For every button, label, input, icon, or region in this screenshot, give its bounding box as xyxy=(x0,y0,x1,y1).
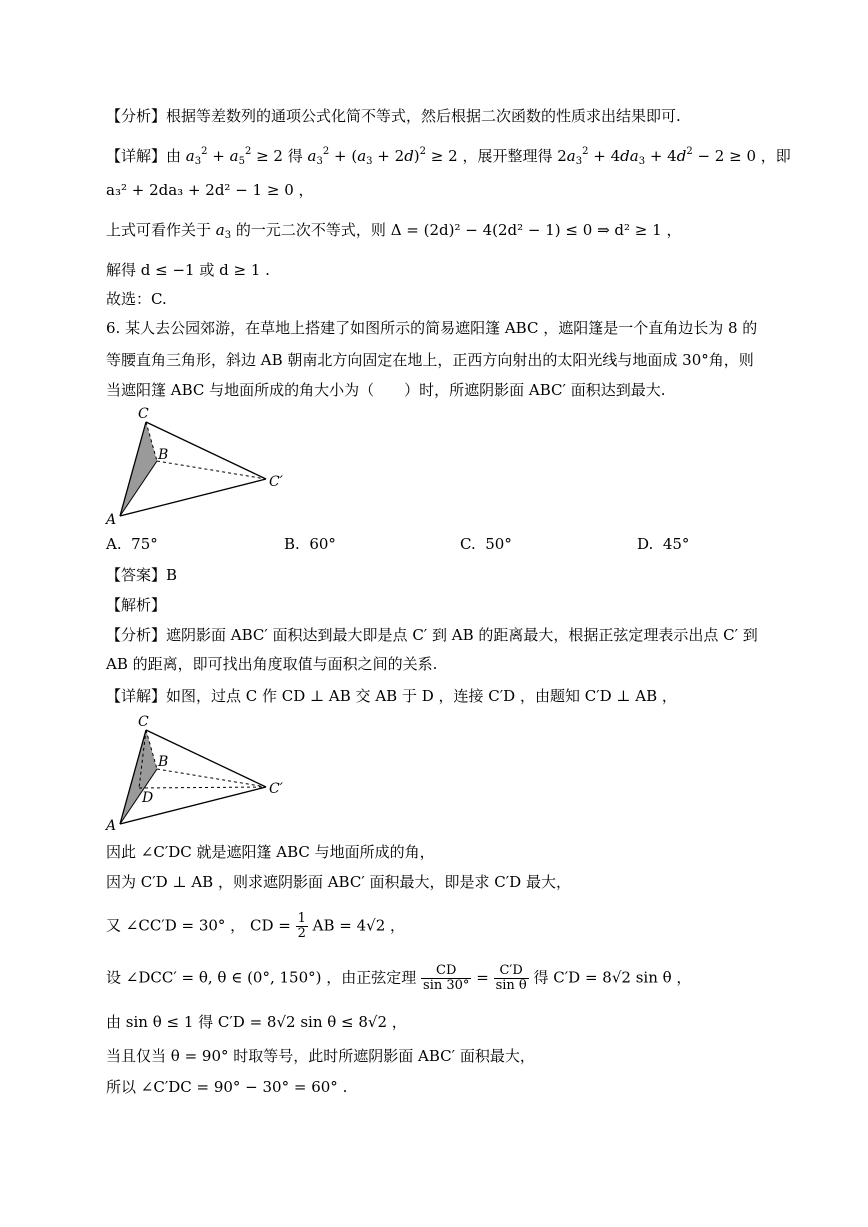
step-2: 因为 C′D ⊥ AB ，则求遮阴影面 ABC′ 面积最大，即是求 C′D 最大， xyxy=(106,873,571,891)
option-d: D. 45° xyxy=(637,535,690,553)
label-C-prime: C′ xyxy=(269,474,283,490)
fraction-half: $\frac{1}{2}$ xyxy=(297,911,306,941)
question-6-line-3: 当遮阳篷 ABC 与地面所成的角大小为（ ）时，所遮阴影面 ABC′ 面积达到最大. xyxy=(106,381,666,399)
figure-2 xyxy=(100,708,300,834)
delta-line: 上式可看作关于 $a_3$ 的一元二次不等式，则 Δ = (2d)² − 4(2d² − 1) ≤ 0 ⇒ d² ≥ 1 ， xyxy=(106,221,682,241)
question-6-line-1: 6. 某人去公园郊游，在草地上搭建了如图所示的简易遮阳篷 ABC ，遮阳篷是一个直角边长为 8 的 xyxy=(106,319,758,337)
detail-2: 【详解】如图，过点 C 作 CD ⊥ AB 交 AB 于 D ，连接 C′D ，由题知 C′D ⊥ AB ， xyxy=(106,687,677,705)
label-B: B xyxy=(158,754,169,770)
jiexi-heading: 【解析】 xyxy=(106,596,167,614)
analysis-2-line-2: AB 的距离，即可找出角度取值与面积之间的关系. xyxy=(106,655,438,673)
label-C-prime: C′ xyxy=(269,781,283,797)
analysis-2-line-1: 【分析】遮阴影面 ABC′ 面积达到最大即是点 C′ 到 AB 的距离最大，根据正弦定理表示出点 C′ 到 xyxy=(106,626,758,644)
figure-1 xyxy=(100,400,300,530)
step-4: 设 ∠DCC′ = θ, θ ∈ (0°, 150°) ，由正弦定理 $\frac{CD}{\sin 30^\circ}$ = $\frac{C'D}{\text{sin θ}}$ 得 C′D = 8√2 sin θ ， xyxy=(106,963,692,993)
step-7: 所以 ∠C′DC = 90° − 30° = 60° . xyxy=(106,1078,348,1096)
fraction-cpd-sintheta: $\frac{C'D}{\text{sin θ}}$ xyxy=(495,963,527,993)
step-6: 当且仅当 θ = 90° 时取等号，此时所遮阴影面 ABC′ 面积最大， xyxy=(106,1047,535,1065)
option-c: C. 50° xyxy=(460,535,512,553)
question-6-line-2: 等腰直角三角形，斜边 AB 朝南北方向固定在地上，正西方向射出的太阳光线与地面成 30°角，则 xyxy=(106,351,754,369)
label-C: C xyxy=(138,406,149,422)
label-C: C xyxy=(138,714,149,730)
label-D: D xyxy=(142,790,154,806)
label-A: A xyxy=(106,512,117,528)
option-a: A. 75° xyxy=(106,535,158,553)
label-A: A xyxy=(106,818,117,834)
quadratic-line: a₃² + 2da₃ + 2d² − 1 ≥ 0 ， xyxy=(106,181,314,199)
label-B: B xyxy=(158,447,169,463)
choice-line: 故选：C. xyxy=(106,290,167,308)
step-5: 由 sin θ ≤ 1 得 C′D = 8√2 sin θ ≤ 8√2 ， xyxy=(106,1013,407,1031)
option-b: B. 60° xyxy=(284,535,336,553)
fraction-cd-sin30: $\frac{CD}{\sin 30^\circ}$ xyxy=(423,963,470,993)
step-3: 又 ∠CC′D = 30° ， CD = $\frac{1}{2}$ AB = 4√2 ， xyxy=(106,911,406,941)
answer: 【答案】B xyxy=(106,566,178,584)
solve-line: 解得 d ≤ −1 或 d ≥ 1 . xyxy=(106,261,270,279)
detail-1: 【详解】由 $a_3^2 + a_5^2 \ge 2$ 得 $a_3^2 + (a_3 + 2d)^2 \ge 2$ ，展开整理得 $2a_3^2 + 4da_3 + 4d^2 - 2 \ge 0$ ，即 xyxy=(106,146,791,167)
step-1: 因此 ∠C′DC 就是遮阳篷 ABC 与地面所成的角， xyxy=(106,843,435,861)
analysis-1: 【分析】根据等差数列的通项公式化简不等式，然后根据二次函数的性质求出结果即可. xyxy=(106,107,681,125)
